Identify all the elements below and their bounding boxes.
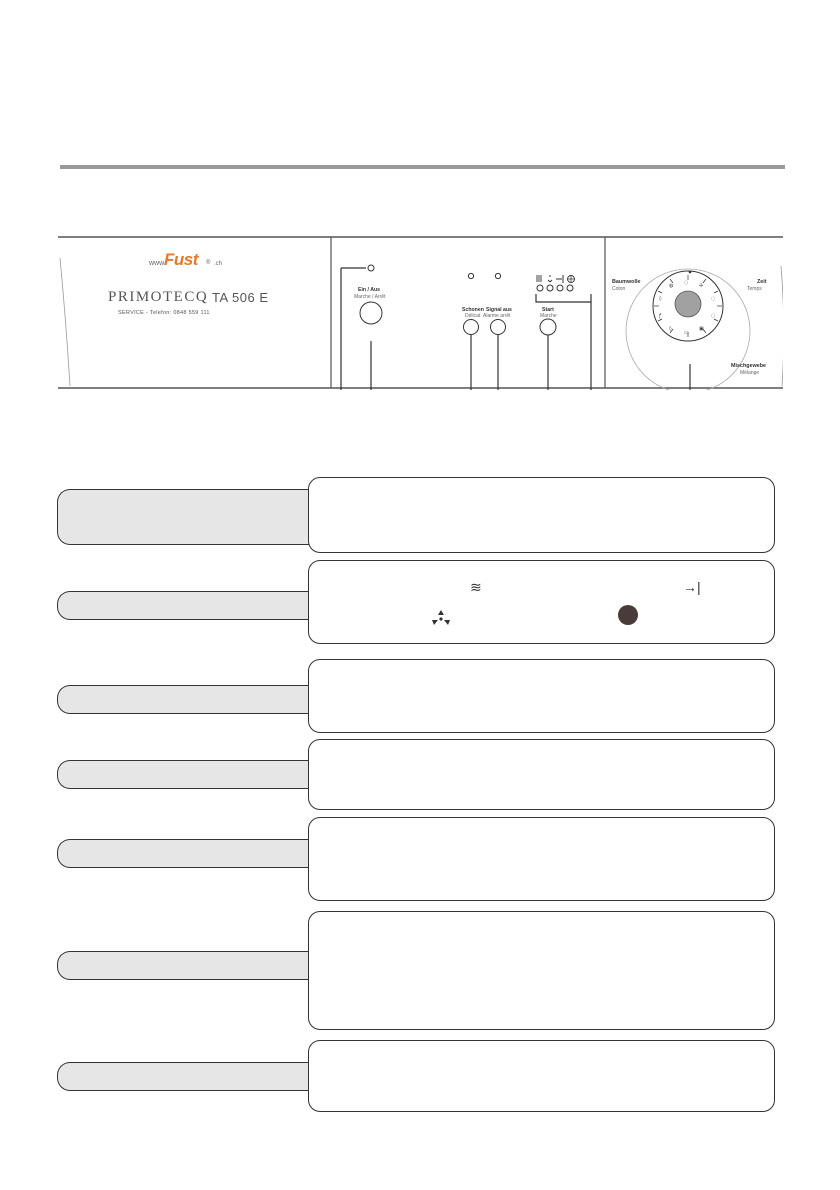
svg-text:▣: ▣: [699, 326, 704, 332]
svg-text:✢: ✢: [699, 283, 704, 289]
signal-sub: Alarme arrêt: [483, 313, 511, 319]
legend-tab-7: [57, 1062, 310, 1091]
legend-box-3: [308, 659, 775, 733]
cotton-label: Baumwolle: [612, 279, 641, 285]
gentle-sub: Délicat: [465, 313, 481, 319]
svg-text:◍: ◍: [669, 283, 674, 289]
cotton-sub: Coton: [612, 286, 626, 292]
fust-www: www.: [149, 260, 166, 267]
legend-tab-6: [57, 951, 310, 980]
time-label: Zeit: [757, 279, 767, 285]
legend-box-6: [308, 911, 775, 1030]
gentle-label: Schonen: [462, 307, 484, 313]
onoff-label: Ein / Aus: [358, 287, 381, 293]
onoff-sub: Marche / Arrêt: [354, 294, 386, 300]
fust-logo: Fust: [164, 250, 198, 269]
mixed-sub: Mélange: [740, 370, 760, 376]
legend-box-4: [308, 739, 775, 810]
legend-box-1: [308, 477, 775, 553]
legend-tab-1: [57, 489, 310, 545]
fan-icon: [431, 609, 451, 627]
arrow-to-bar-icon: →|: [683, 579, 701, 595]
legend-tab-2: [57, 591, 310, 620]
fust-domain: .ch: [214, 261, 223, 267]
legend-tab-3: [57, 685, 310, 714]
svg-text:◌: ◌: [684, 280, 689, 286]
header-rule: [60, 165, 785, 169]
legend-box-2: [308, 560, 775, 644]
svg-text:ꝭ: ꝭ: [659, 313, 662, 319]
svg-text:◊: ◊: [659, 296, 662, 302]
heat-waves-icon: ≋: [470, 579, 482, 595]
start-label: Start: [542, 307, 554, 313]
legend-tab-5: [57, 839, 310, 868]
signal-label: Signal aus: [486, 307, 512, 313]
mixed-label: Mischgewebe: [731, 363, 767, 369]
control-panel: [58, 236, 783, 390]
time-sub: Temps: [747, 286, 762, 292]
legend-box-7: [308, 1040, 775, 1112]
service-phone: SERVICE - Telefon: 0848 559 111: [118, 310, 210, 316]
brand-name: PRIMOTECQ: [108, 289, 209, 305]
svg-text:▭: ▭: [684, 330, 689, 336]
model-name: TA 506 E: [212, 290, 269, 305]
start-sub: Marche: [540, 313, 557, 319]
svg-text:◌: ◌: [711, 296, 716, 302]
legend-tab-4: [57, 760, 310, 789]
svg-text:◌: ◌: [711, 313, 716, 319]
legend-box-5: [308, 817, 775, 901]
svg-text:◊: ◊: [669, 326, 672, 332]
indicator-lamp-icon: [618, 605, 638, 625]
fust-reg: ®: [206, 260, 211, 266]
